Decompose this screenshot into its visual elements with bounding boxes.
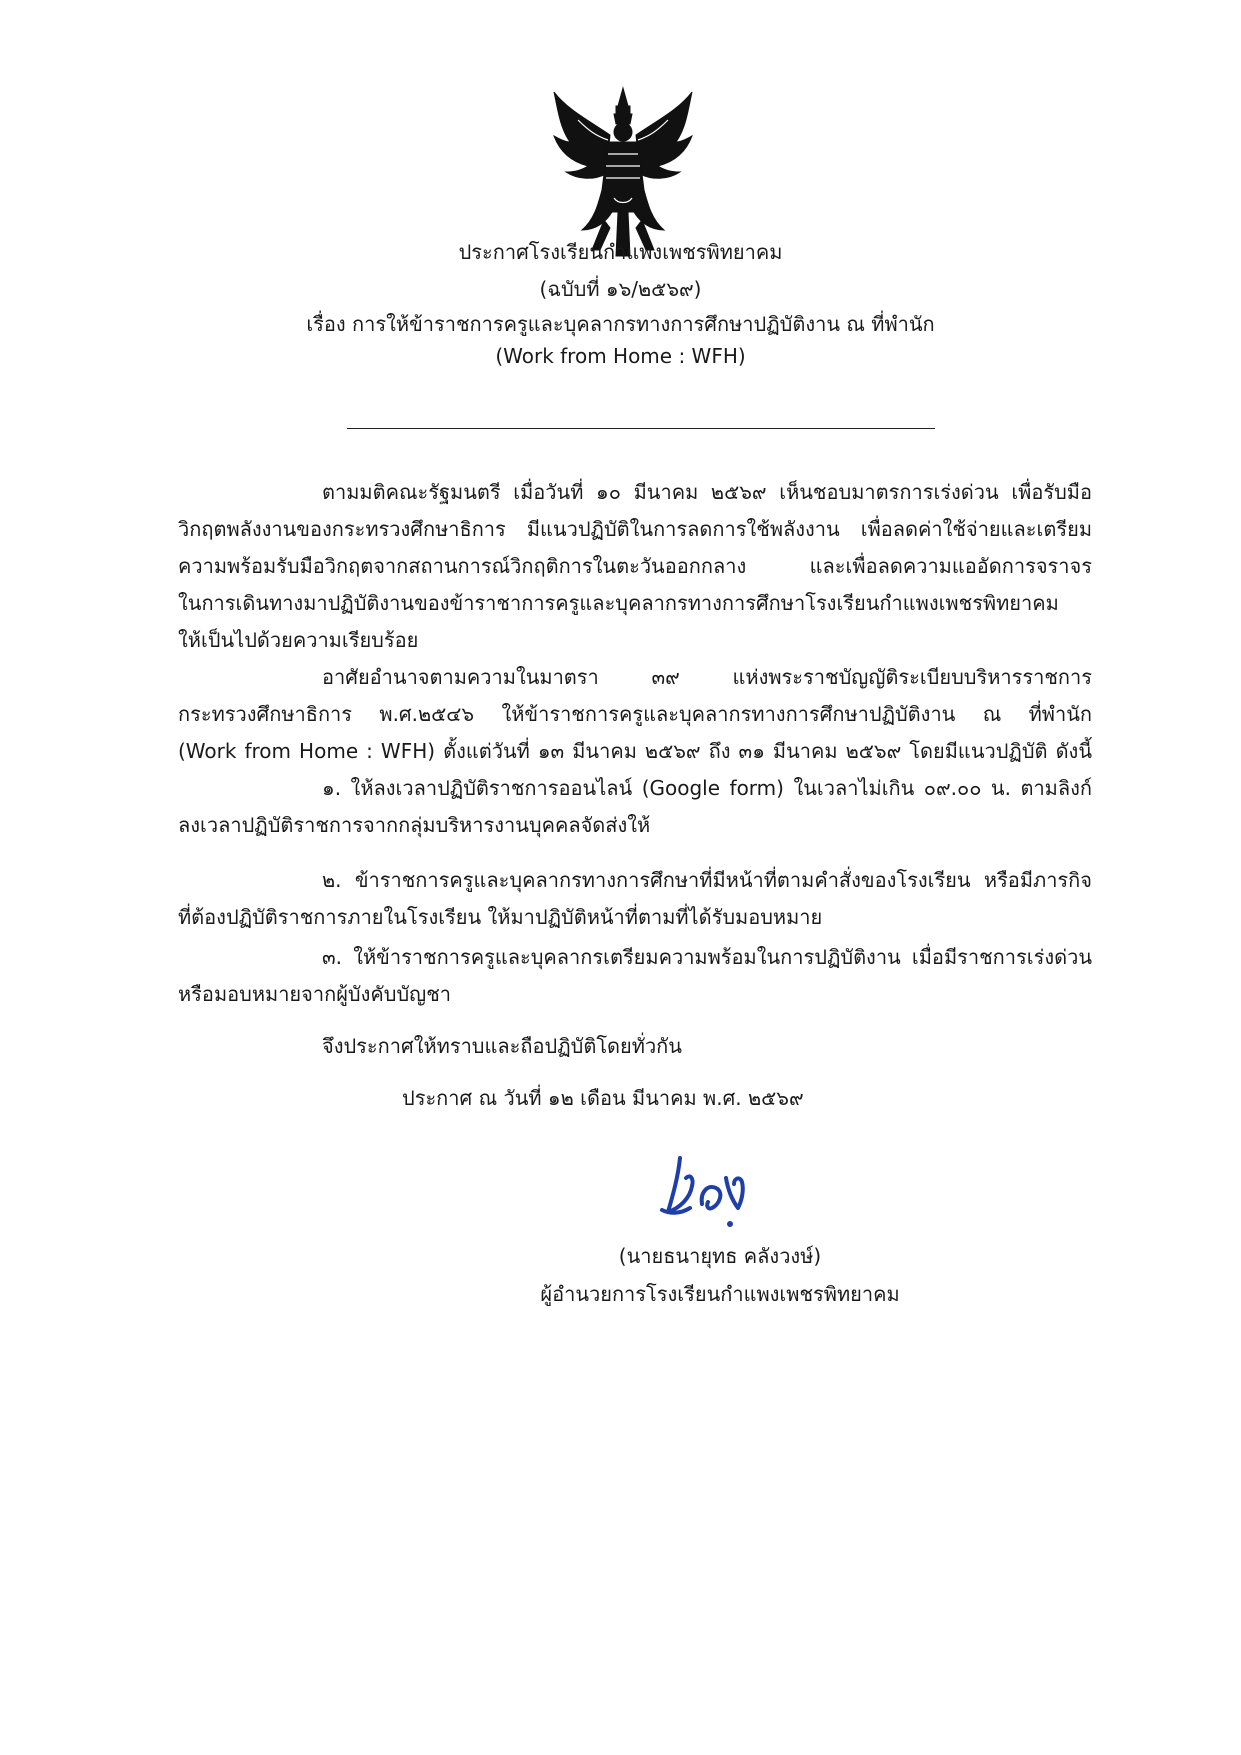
garuda-emblem-icon xyxy=(548,80,698,260)
body-line: ในการเดินทางมาปฏิบัติงานของข้าราชาการครูและบุคลากรทางการศึกษาโรงเรียนกำแพงเพชรพิทยาคม xyxy=(178,591,1059,615)
announcement-date: ประกาศ ณ วันที่ ๑๒ เดือน มีนาคม พ.ศ. ๒๕๖๙ xyxy=(402,1086,804,1110)
closing-announcement: จึงประกาศให้ทราบและถือปฏิบัติโดยทั่วกัน xyxy=(322,1034,682,1058)
body-line: ให้เป็นไปด้วยความเรียบร้อย xyxy=(178,628,419,652)
body-line: (Work from Home : WFH) ตั้งแต่วันที่ ๑๓ มีนาคม ๒๕๖๙ ถึง ๓๑ มีนาคม ๒๕๖๙ โดยมีแนวปฏิบัติ ดังนี้ xyxy=(178,739,1092,763)
header-divider xyxy=(347,428,935,429)
body-line: อาศัยอำนาจตามความในมาตรา ๓๙ แห่งพระราชบัญญัติระเบียบบริหารราชการ xyxy=(322,665,1092,689)
body-line: วิกฤตพลังงานของกระทรวงศึกษาธิการ มีแนวปฏิบัติในการลดการใช้พลังงาน เพื่อลดค่าใช้จ่ายและเตรียม xyxy=(178,517,1092,541)
list-item-continued: หรือมอบหมายจากผู้บังคับบัญชา xyxy=(178,982,451,1006)
list-item-continued: ลงเวลาปฏิบัติราชการจากกลุ่มบริหารงานบุคคลจัดส่งให้ xyxy=(178,813,651,837)
signatory-position: ผู้อำนวยการโรงเรียนกำแพงเพชรพิทยาคม xyxy=(540,1282,900,1306)
body-line: กระทรวงศึกษาธิการ พ.ศ.๒๕๔๖ ให้ข้าราชการครูและบุคลากรทางการศึกษาปฏิบัติงาน ณ ที่พำนัก xyxy=(178,702,1092,726)
document-title: ประกาศโรงเรียนกำแพงเพชรพิทยาคม xyxy=(458,240,783,264)
body-line: ตามมติคณะรัฐมนตรี เมื่อวันที่ ๑๐ มีนาคม ๒๕๖๙ เห็นชอบมาตรการเร่งด่วน เพื่อรับมือ xyxy=(322,480,1092,504)
list-item: ๓. ให้ข้าราชการครูและบุคลากรเตรียมความพร้อมในการปฏิบัติงาน เมื่อมีราชการเร่งด่วน xyxy=(322,945,1092,969)
signatory-name: (นายธนายุทธ คลังวงษ์) xyxy=(618,1244,822,1268)
list-item: ๑. ให้ลงเวลาปฏิบัติราชการออนไลน์ (Google form) ในเวลาไม่เกิน ๐๙.๐๐ น. ตามลิงก์ xyxy=(322,776,1092,800)
document-subject: เรื่อง การให้ข้าราชการครูและบุคลากรทางการศึกษาปฏิบัติงาน ณ ที่พำนัก xyxy=(306,312,935,336)
handwritten-signature xyxy=(650,1138,770,1233)
list-item: ๒. ข้าราชการครูและบุคลากรทางการศึกษาที่มีหน้าที่ตามคำสั่งของโรงเรียน หรือมีภารกิจ xyxy=(322,868,1092,892)
body-line: ความพร้อมรับมือวิกฤตจากสถานการณ์วิกฤติการในตะวันออกกลาง และเพื่อลดความแออัดการจราจร xyxy=(178,554,1092,578)
document-number: (ฉบับที่ ๑๖/๒๕๖๙) xyxy=(539,277,702,301)
document-subject-english: (Work from Home : WFH) xyxy=(495,344,746,368)
list-item-continued: ที่ต้องปฏิบัติราชการภายในโรงเรียน ให้มาปฏิบัติหน้าที่ตามที่ได้รับมอบหมาย xyxy=(178,905,823,929)
